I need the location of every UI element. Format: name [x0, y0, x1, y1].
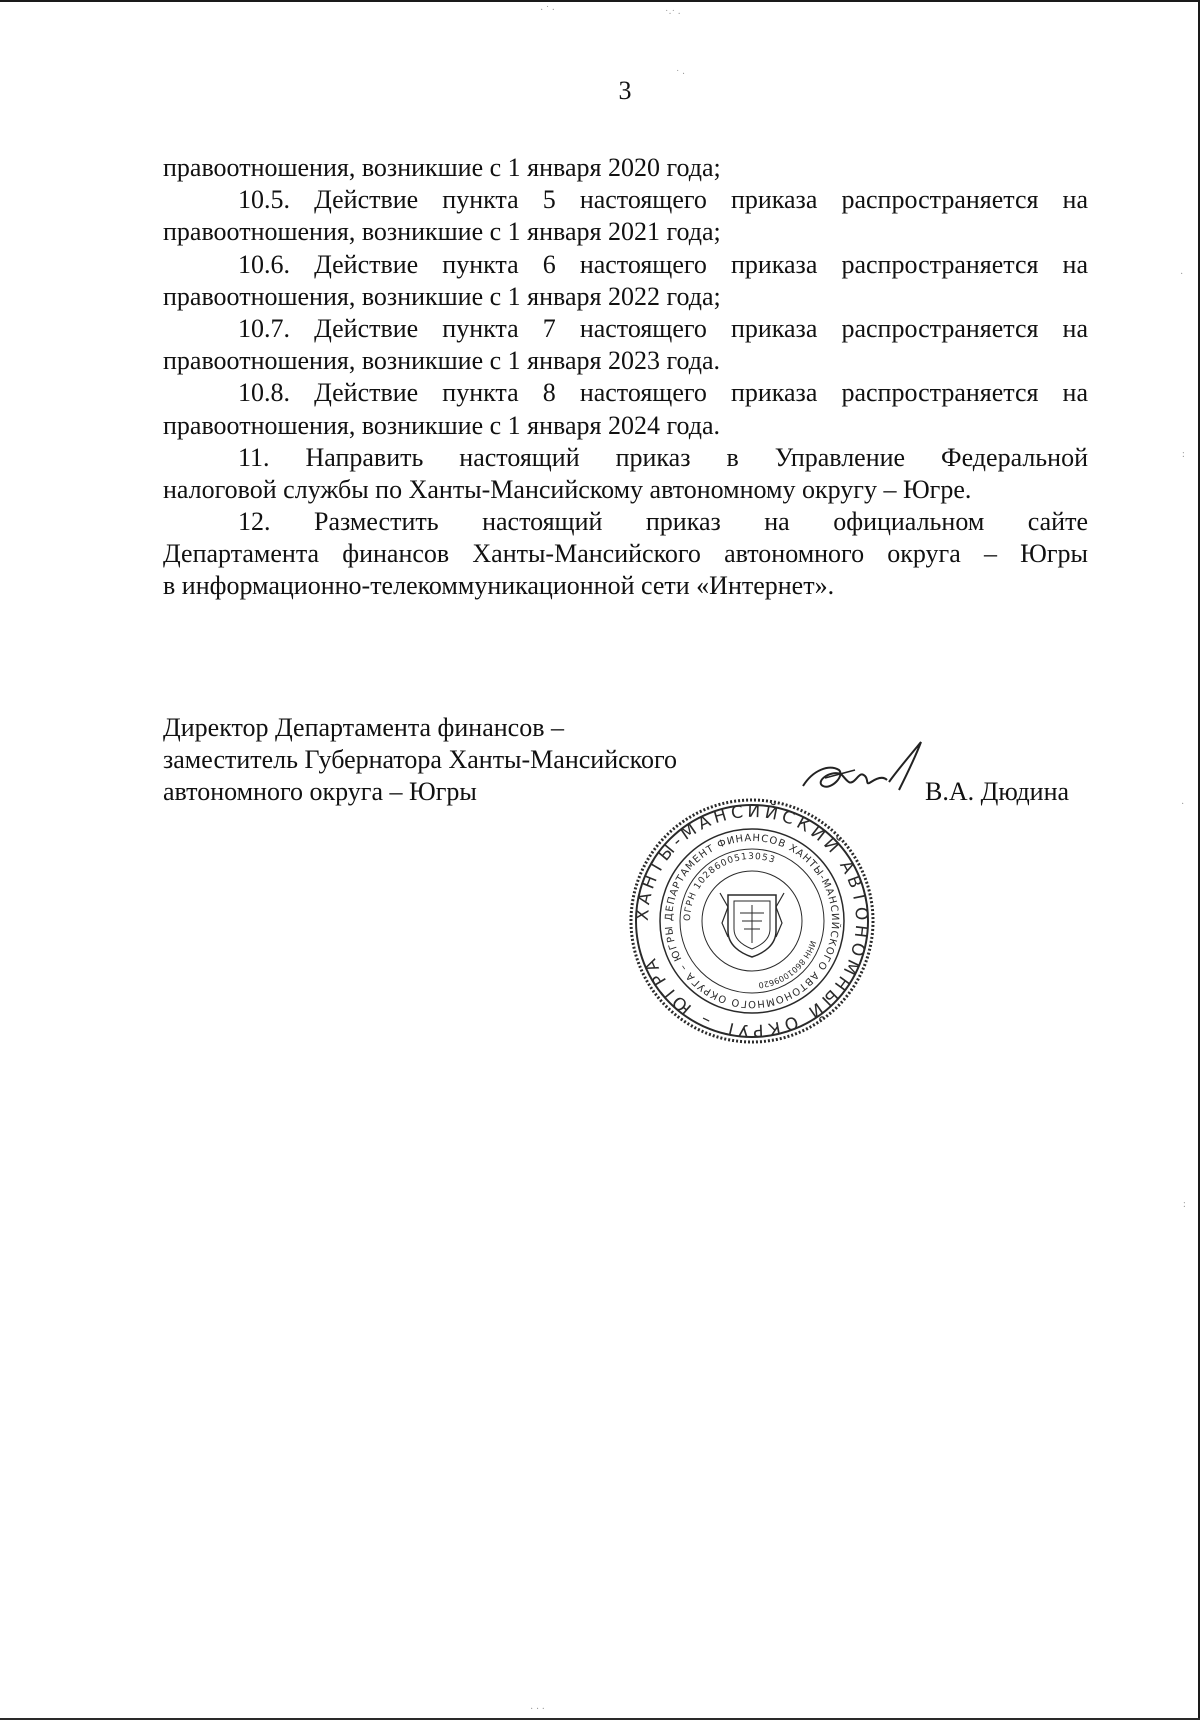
signatory-title-line: автономного округа – Югры [163, 777, 477, 806]
paragraph-line: правоотношения, возникшие с 1 января 2020 года; [163, 153, 721, 182]
paragraph-line: 10.7. Действие пункта 7 настоящего приказа распространяется на [238, 313, 1088, 343]
page-number: 3 [618, 76, 632, 105]
scan-noise: · · · [530, 1704, 545, 1715]
paragraph-line: 12. Разместить настоящий приказ на официальном сайте [238, 507, 1088, 537]
coat-of-arms-emblem [720, 893, 784, 957]
paragraph-line: правоотношения, возникшие с 1 января 2024 года. [163, 410, 721, 440]
scan-noise: ˙ · [676, 69, 686, 80]
signer-name: В.А. Дюдина [925, 777, 1070, 806]
scan-border-top [0, 0, 1200, 2]
paragraph-line: налоговой службы по Ханты-Мансийскому автономному округу – Югре. [163, 474, 972, 504]
paragraph-line: правоотношения, возникшие с 1 января 2022 года; [163, 281, 721, 311]
scan-noise: · ˙ · [540, 5, 555, 16]
paragraph-line: 11. Направить настоящий приказ в Управление Федеральной [238, 442, 1088, 472]
seal-inner-text: ДЕПАРТАМЕНТ ФИНАНСОВ ХАНТЫ-МАНСИЙСКОГО АВТОНОМНОГО ОКРУГА – ЮГРЫ [663, 832, 841, 1010]
paragraph-line: правоотношения, возникшие с 1 января 2023 года. [163, 346, 721, 376]
paragraph-line: 10.6. Действие пункта 6 настоящего приказа распространяется на [238, 249, 1088, 279]
scan-noise: : [1182, 449, 1185, 460]
paragraph-line: правоотношения, возникшие с 1 января 2021 года; [163, 217, 721, 247]
scan-noise: · [1181, 799, 1185, 810]
seal-outer-text: ХАНТЫ-МАНСИЙСКИЙ АВТОНОМНЫЙ ОКРУГ – ЮГРА [632, 801, 872, 1041]
official-seal [628, 795, 876, 1047]
scan-noise: ˙·˙ · [665, 9, 681, 20]
signatory-title-line: Директор Департамента финансов – [163, 713, 564, 742]
order-body-text [163, 152, 1088, 603]
seal-ogrn-text: ОГРН 1028600513053 [682, 851, 777, 922]
seal-inn-text: ИНН 8601009620 [757, 939, 818, 990]
signatory-title-line: заместитель Губернатора Ханты-Мансийского [163, 745, 677, 774]
paragraph-line: в информационно-телекоммуникационной сети «Интернет». [163, 571, 835, 601]
paragraph-line: 10.8. Действие пункта 8 настоящего приказа распространяется на [238, 378, 1088, 408]
paragraph-line: Департамента финансов Ханты-Мансийского автономного округа – Югры [163, 539, 1088, 569]
scan-noise: · [1180, 269, 1184, 280]
signatory-title [163, 712, 677, 808]
paragraph-line: 10.5. Действие пункта 5 настоящего приказа распространяется на [238, 185, 1088, 215]
scan-noise: : [1183, 1199, 1186, 1210]
